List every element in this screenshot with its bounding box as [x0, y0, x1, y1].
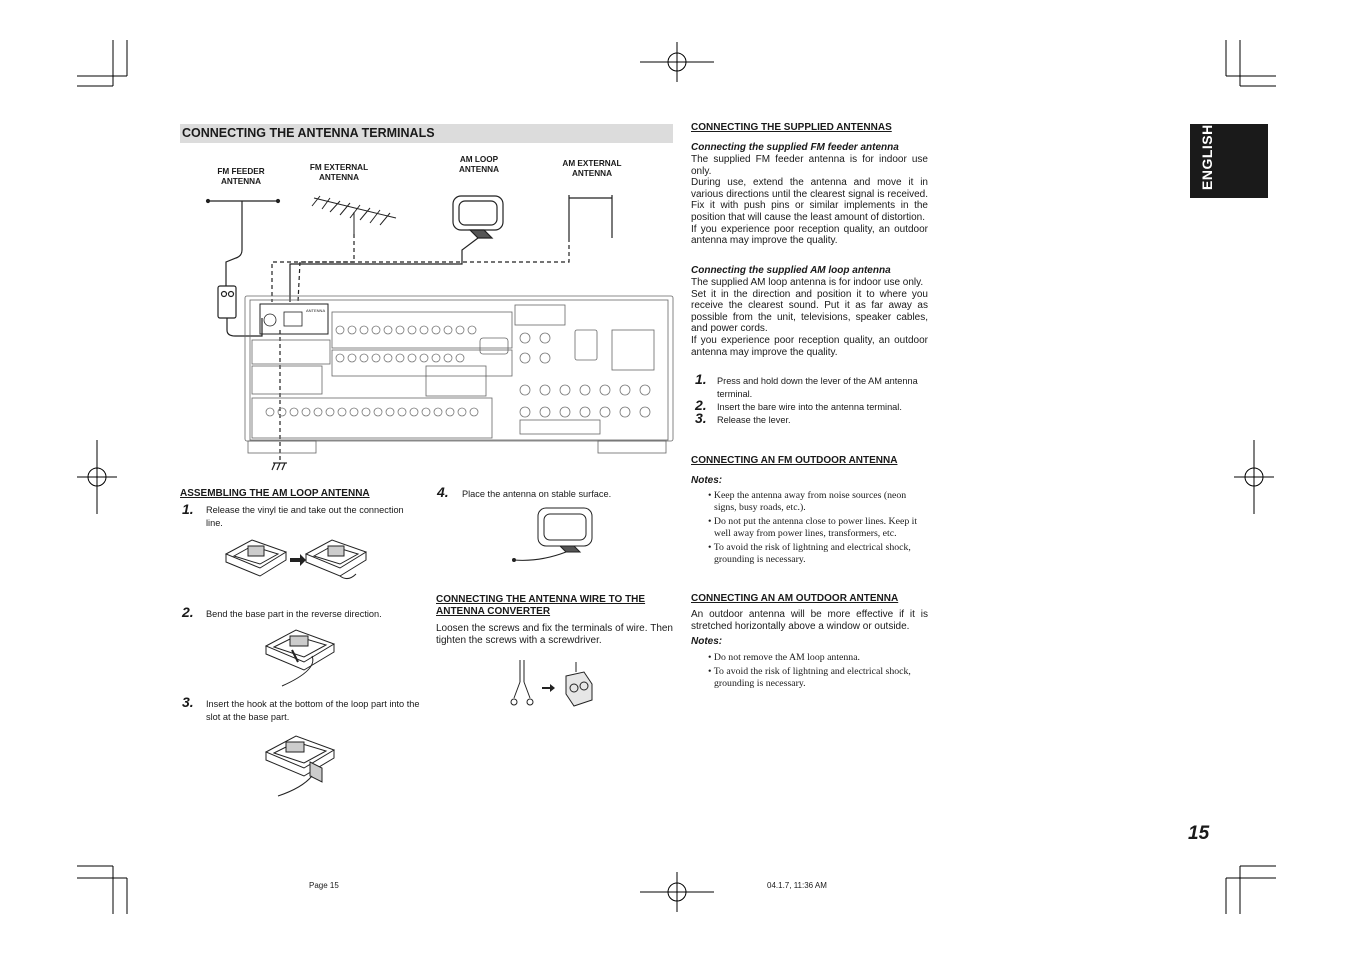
section-title: CONNECTING THE ANTENNA TERMINALS [182, 126, 435, 140]
label-fm-external: FM EXTERNAL ANTENNA [309, 163, 369, 182]
fm-balun [218, 286, 236, 318]
note-item: • Do not remove the AM loop antenna. [708, 652, 860, 663]
language-tab [1190, 124, 1268, 198]
supplied-fm-subheading: Connecting the supplied FM feeder antenna [691, 142, 899, 153]
step-4-illustration [510, 504, 602, 568]
assembling-step-2-num: 2. [182, 604, 194, 620]
assembling-step-4-num: 4. [437, 484, 449, 500]
supplied-fm-body: The supplied FM feeder antenna is for indoor use only. During use, extend the antenna and move it in various directions until the clearest signal is received. Fix it with push pins or similar implements in the position that will cause the least amount of distortion. If you experience poor reception quality, an outdoor antenna may improve the quality. [691, 154, 928, 247]
assembling-step-1-text: Release the vinyl tie and take out the connection line. [206, 505, 404, 528]
assembling-step-1-num: 1. [182, 501, 194, 517]
am-outdoor-heading: CONNECTING AN AM OUTDOOR ANTENNA [691, 593, 899, 604]
language-tab-label: ENGLISH [1199, 124, 1215, 190]
page-number: 15 [1188, 823, 1210, 844]
supplied-step-1-text: Press and hold down the lever of the AM antenna terminal. [717, 376, 918, 399]
am-outdoor-notes-label: Notes: [691, 636, 723, 647]
supplied-heading: CONNECTING THE SUPPLIED ANTENNAS [691, 122, 892, 133]
footer-page: Page 15 [309, 881, 339, 890]
step-1-illustration [222, 534, 378, 582]
supplied-step-2-num: 2. [695, 397, 707, 413]
terminal-label: ANTENNA [306, 308, 326, 313]
am-outdoor-notes [708, 652, 930, 690]
receiver-rear-panel [245, 296, 673, 453]
note-item: • To avoid the risk of lightning and electrical shock, grounding is necessary. [708, 542, 911, 565]
assembling-step-3-text: Insert the hook at the bottom of the loop part into the slot at the base part. [206, 699, 420, 722]
section-title-bar [180, 124, 673, 143]
wire-converter-heading: CONNECTING THE ANTENNA WIRE TO THE ANTENNA CONVERTER [436, 594, 646, 617]
wire-converter-text: Loosen the screws and fix the terminals of wire. Then tighten the screws with a screwdriver. [436, 623, 673, 646]
note-item: • Do not put the antenna close to power lines. Keep it well away from power lines, transformers, etc. [708, 516, 918, 539]
supplied-step-2-text: Insert the bare wire into the antenna terminal. [717, 402, 902, 412]
fm-outdoor-notes-label: Notes: [691, 475, 723, 486]
fm-yagi-antenna [312, 196, 396, 234]
antenna-connection-diagram [180, 190, 675, 475]
note-item: • To avoid the risk of lightning and electrical shock, grounding is necessary. [708, 666, 911, 689]
label-am-loop: AM LOOP ANTENNA [458, 155, 500, 174]
assembling-step-3-num: 3. [182, 694, 194, 710]
note-item: • Keep the antenna away from noise sources (neon signs, busy roads, etc.). [708, 490, 907, 513]
supplied-step-3-num: 3. [695, 410, 707, 426]
wire-converter-illustration [508, 656, 598, 712]
assembling-step-4-text: Place the antenna on stable surface. [462, 489, 612, 499]
step-2-illustration [262, 626, 342, 688]
assembling-step-2-text: Bend the base part in the reverse direction. [206, 609, 382, 619]
label-am-external: AM EXTERNAL ANTENNA [562, 159, 622, 178]
footer-timestamp: 04.1.7, 11:36 AM [767, 881, 827, 890]
assembling-heading: ASSEMBLING THE AM LOOP ANTENNA [180, 488, 370, 499]
label-fm-feeder: FM FEEDER ANTENNA [217, 167, 265, 186]
am-outdoor-text: An outdoor antenna will be more effective if it is stretched horizontally above a window or outside. [691, 609, 928, 632]
step-3-illustration [262, 732, 342, 798]
supplied-am-body: The supplied AM loop antenna is for indoor use only. Set it in the direction and position it to where you receive the clearest sound. Put it as far away as possible from the unit, televisions, speaker cables, and power cords. If you experience poor reception quality, an outdoor antenna may improve the quality. [691, 277, 928, 358]
supplied-step-3-text: Release the lever. [717, 415, 791, 425]
supplied-am-subheading: Connecting the supplied AM loop antenna [691, 265, 891, 276]
supplied-step-1-num: 1. [695, 371, 707, 387]
fm-outdoor-heading: CONNECTING AN FM OUTDOOR ANTENNA [691, 455, 898, 466]
fm-outdoor-notes [708, 490, 930, 566]
